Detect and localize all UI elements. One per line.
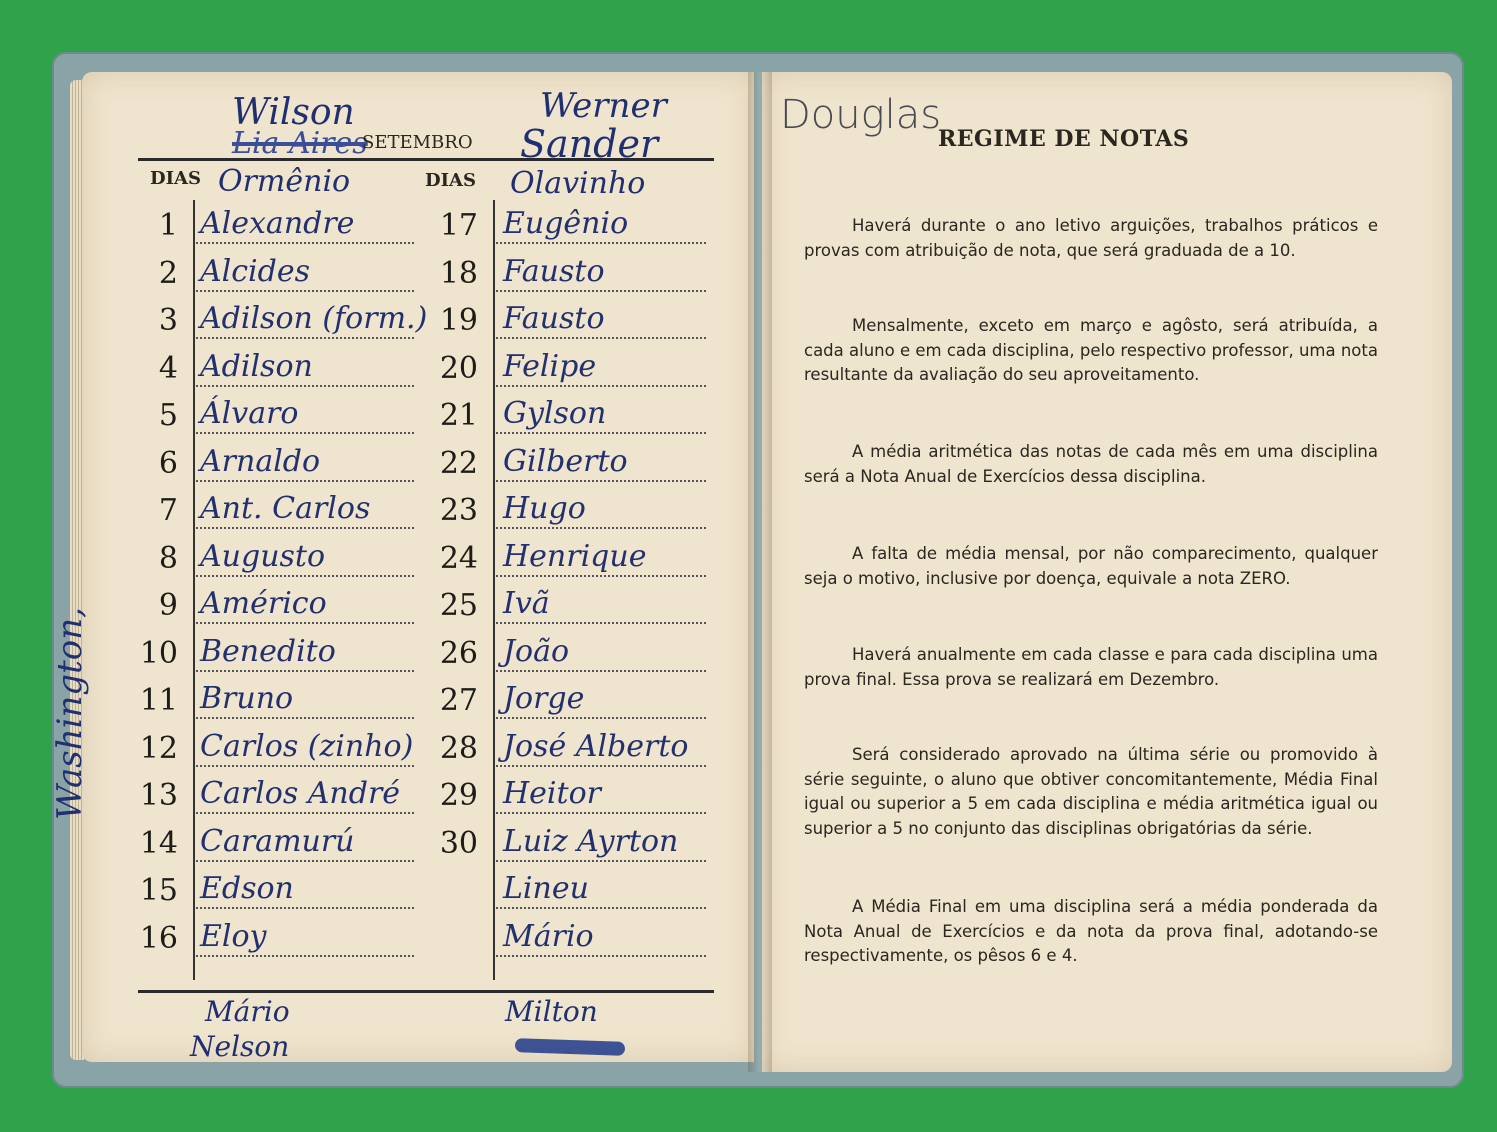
dotted-line [196, 432, 414, 434]
student-name: Bruno [200, 681, 294, 716]
day-number: 24 [439, 540, 478, 576]
day-number: 10 [139, 635, 178, 671]
day-number: 30 [439, 825, 478, 861]
month-header: SETEMBRO [362, 132, 473, 153]
day-number: 1 [158, 208, 178, 243]
student-name: Gilberto [503, 443, 628, 479]
dias-label-right: DIAS [425, 170, 476, 191]
dotted-line [496, 575, 706, 577]
student-name: Alcides [200, 253, 311, 289]
book-gutter [748, 72, 772, 1072]
student-name: Adilson (form.) [200, 301, 428, 336]
paragraph-1: Haverá durante o ano letivo arguições, trabalhos práticos e provas com atribuição de nota, que será graduada de a 10. [804, 216, 1378, 260]
dotted-line [496, 907, 706, 909]
day-number: 9 [158, 588, 178, 623]
student-name: Hugo [503, 491, 586, 526]
dotted-line [196, 337, 414, 339]
dotted-line [496, 670, 706, 672]
handwritten-werner: Werner [540, 86, 667, 126]
dotted-line [196, 575, 414, 577]
dotted-line [196, 670, 414, 672]
day-number: 17 [439, 208, 478, 243]
dotted-line [496, 955, 706, 957]
day-number: 2 [158, 255, 178, 291]
dotted-line [496, 717, 706, 719]
day-number: 12 [139, 730, 178, 766]
day-number: 28 [439, 730, 478, 766]
column-divider-2 [493, 200, 495, 980]
day-number: 14 [139, 825, 178, 861]
dotted-line [496, 765, 706, 767]
handwritten-struck-name: Lia Aires [232, 126, 368, 161]
day-number: 4 [158, 350, 178, 386]
day-number: 11 [139, 683, 178, 718]
dotted-line [496, 385, 706, 387]
dotted-line [196, 860, 414, 862]
day-number: 27 [439, 683, 478, 718]
student-name: Lineu [503, 871, 589, 906]
student-name: Alexandre [200, 206, 355, 241]
header-rule [138, 158, 714, 161]
regime-title: REGIME DE NOTAS [938, 126, 1190, 152]
dias-label-left: DIAS [150, 168, 201, 189]
day-number: 22 [439, 445, 478, 481]
student-name: Carlos (zinho) [200, 728, 414, 764]
column-divider-1 [193, 200, 195, 980]
student-name: Jorge [503, 681, 585, 716]
dotted-line [196, 242, 414, 244]
student-name: João [503, 633, 570, 669]
day-number: 20 [439, 350, 478, 386]
dotted-line [496, 812, 706, 814]
student-name: Eloy [200, 918, 267, 954]
day-number: 19 [439, 303, 478, 338]
student-name: Américo [200, 586, 327, 621]
student-name: Felipe [503, 348, 597, 384]
handwritten-olavinho: Olavinho [510, 166, 646, 201]
day-number: 29 [439, 778, 478, 813]
dotted-line [496, 860, 706, 862]
paragraph-6: Será considerado aprovado na última série ou promovido à série seguinte, o aluno que obtiver concomitantemente, Média Final igual ou superior a 5 em cada disciplina e média aritmética igual ou superior a 5 no conjunto das disciplinas obrigatórias da série. [804, 745, 1378, 838]
dotted-line [196, 812, 414, 814]
student-name: Fausto [503, 301, 605, 336]
handwritten-sander: Sander [520, 122, 659, 166]
student-name: Heitor [503, 776, 601, 811]
footer-rule [138, 990, 714, 993]
day-number: 13 [139, 778, 178, 813]
student-name: Mário [503, 918, 594, 954]
day-number: 15 [139, 873, 178, 908]
dotted-line [196, 480, 414, 482]
dotted-line [496, 480, 706, 482]
dotted-line [196, 527, 414, 529]
day-number: 16 [139, 920, 178, 956]
handwritten-ormenio: Ormênio [218, 164, 351, 199]
student-name: Gylson [503, 396, 607, 431]
student-name: Arnaldo [200, 443, 321, 479]
dotted-line [196, 385, 414, 387]
handwritten-wilson: Wilson [232, 92, 355, 133]
day-number: 25 [439, 588, 478, 623]
dotted-line [196, 717, 414, 719]
dotted-line [196, 290, 414, 292]
day-number: 21 [439, 398, 478, 433]
student-name: Edson [200, 871, 294, 906]
paragraph-4: A falta de média mensal, por não comparecimento, qualquer seja o motivo, inclusive por doença, equivale a nota ZERO. [804, 544, 1378, 588]
day-number: 5 [158, 398, 178, 433]
student-name: Ivã [503, 586, 550, 621]
student-name: Augusto [200, 538, 326, 574]
handwritten-douglas: Douglas [780, 92, 942, 138]
day-number: 23 [439, 493, 478, 528]
student-name: Luiz Ayrton [503, 823, 679, 859]
day-number: 8 [158, 540, 178, 576]
day-number: 26 [439, 635, 478, 671]
note-nelson: Nelson [190, 1030, 290, 1063]
dotted-line [496, 290, 706, 292]
dotted-line [196, 907, 414, 909]
student-name: José Alberto [503, 728, 689, 764]
paragraph-5: Haverá anualmente em cada classe e para cada disciplina uma prova final. Essa prova se realizará em Dezembro. [804, 645, 1378, 689]
note-milton: Milton [505, 995, 598, 1028]
student-name: Álvaro [200, 396, 299, 431]
dotted-line [196, 622, 414, 624]
dotted-line [496, 622, 706, 624]
paragraph-3: A média aritmética das notas de cada mês em uma disciplina será a Nota Anual de Exercícios dessa disciplina. [804, 442, 1378, 486]
student-name: Benedito [200, 633, 336, 669]
student-name: Eugênio [503, 206, 629, 241]
dotted-line [496, 337, 706, 339]
paragraph-7: A Média Final em uma disciplina será a média ponderada da Nota Anual de Exercícios e da nota da prova final, adotando-se respectivamente, os pêsos 6 e 4. [804, 897, 1378, 965]
day-number: 6 [158, 445, 178, 481]
day-number: 3 [158, 303, 178, 338]
student-name: Caramurú [200, 823, 355, 859]
day-number: 18 [439, 255, 478, 291]
paragraph-2: Mensalmente, exceto em março e agôsto, será atribuída, a cada aluno e em cada disciplina, pelo respectivo professor, uma nota resultante da avaliação do seu aproveitamento. [804, 316, 1378, 384]
dotted-line [196, 765, 414, 767]
student-name: Ant. Carlos [200, 491, 371, 526]
dotted-line [496, 432, 706, 434]
dotted-line [496, 242, 706, 244]
student-name: Adilson [200, 348, 313, 384]
margin-name: Washington, [50, 607, 90, 820]
student-name: Carlos André [200, 776, 401, 811]
day-number: 7 [158, 493, 178, 528]
dotted-line [496, 527, 706, 529]
note-mario: Mário [205, 995, 290, 1028]
student-name: Fausto [503, 253, 605, 289]
dotted-line [196, 955, 414, 957]
student-name: Henrique [503, 538, 647, 574]
